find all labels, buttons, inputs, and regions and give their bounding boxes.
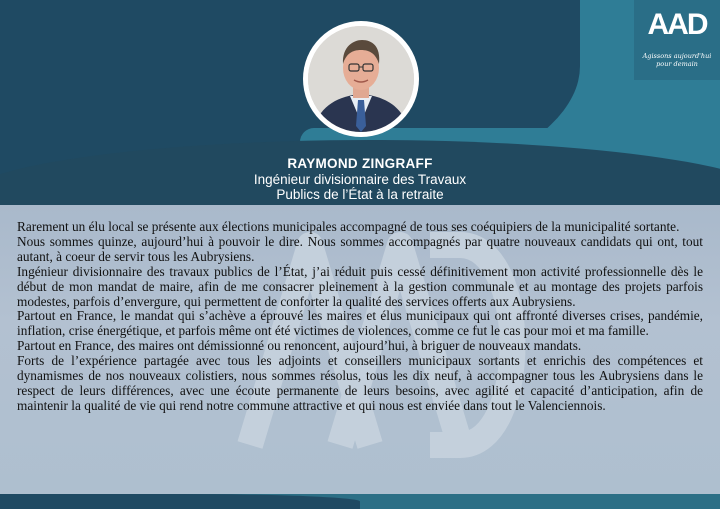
- statement-text: [17, 220, 703, 414]
- paragraph: Nous sommes quinze, aujourd’hui à pouvoir le dire. Nous sommes accompagnés par quatre nouveaux candidats qui ont, tout autant, à coeur de servir tous les Aubrysiens.: [17, 233, 703, 264]
- paragraph: Partout en France, le mandat qui s’achève a éprouvé les maires et élus municipaux qui ont affronté diverses crises, pandémie, inflation, crise énergétique, et parfois même ont été victimes de violences, comme ce fut le cas pour moi et ma famille.: [17, 308, 703, 339]
- paragraph: Ingénieur divisionnaire des travaux publics de l’État, j’ai réduit puis cessé définitivement mon activité professionnelle dès le début de mon mandat de maire, afin de me consacrer pleinement à la gestion communale et au montage des projets parfois modestes, parfois d’envergure, qui permettent de conforter la qualité des services offerts aux Aubrysiens.: [17, 263, 703, 309]
- profile-title-line-2: Publics de l’État à la retraite: [276, 187, 444, 202]
- profile-title-line-1: Ingénieur divisionnaire des Travaux: [253, 172, 467, 187]
- aad-logo: [634, 0, 720, 80]
- footer-dark-shape: [0, 494, 360, 509]
- footer-band: [0, 494, 720, 509]
- paragraph: Forts de l’expérience partagée avec tous les adjoints et conseillers municipaux sortants et enrichis des compétences et dynamismes de nos nouveaux colistiers, nous sommes résolus, tous les dix neuf, à accompagner tous les Aubrysiens dans le respect de leurs différences, avec une écoute permanente de leurs besoins, avec agilité et capacité d’anticipation, afin de maintenir la qualité de vie qui rend notre commune attractive et qui nous est enviée dans tout le Valenciennois.: [17, 353, 703, 413]
- statement-panel: [0, 205, 720, 494]
- header-banner: [0, 0, 720, 205]
- portrait-photo: [308, 26, 414, 132]
- profile-name: RAYMOND ZINGRAFF: [287, 156, 433, 171]
- paragraph: Partout en France, des maires ont démissionné ou renoncent, aujourd’hui, à briguer de nouveaux mandats.: [17, 338, 582, 354]
- logo-tagline: Agissons aujourd'hui pour demain: [642, 52, 712, 68]
- logo-mark: AAD: [647, 8, 707, 41]
- paragraph: Rarement un élu local se présente aux élections municipales accompagné de tous ses coéquipiers de la municipalité sortante.: [17, 219, 680, 234]
- profile-heading: [200, 156, 520, 202]
